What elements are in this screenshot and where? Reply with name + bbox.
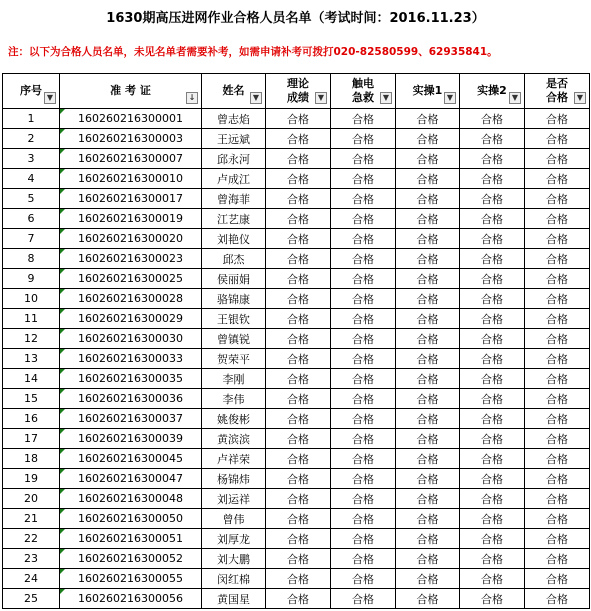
cell-theory[interactable]: 合格 (266, 549, 331, 569)
cell-no[interactable]: 6 (3, 209, 60, 229)
column-header-label: 理论 成绩 (287, 77, 309, 104)
cell-qualified[interactable]: 合格 (525, 489, 590, 509)
cell-practical2[interactable]: 合格 (460, 429, 525, 449)
cell-practical1[interactable]: 合格 (396, 469, 460, 489)
cell-practical2[interactable]: 合格 (460, 529, 525, 549)
cell-first-aid[interactable]: 合格 (331, 529, 396, 549)
cell-no[interactable]: 3 (3, 149, 60, 169)
table-row (3, 229, 590, 249)
cell-exam-id[interactable]: 160260216300048 (60, 489, 202, 509)
cell-qualified[interactable]: 合格 (525, 289, 590, 309)
cell-name[interactable]: 王银钦 (202, 309, 266, 329)
cell-name[interactable]: 姚俊彬 (202, 409, 266, 429)
cell-practical1[interactable]: 合格 (396, 369, 460, 389)
table-row (3, 329, 590, 349)
cell-practical1[interactable]: 合格 (396, 249, 460, 269)
column-header-no (3, 74, 60, 109)
cell-exam-id[interactable]: 160260216300037 (60, 409, 202, 429)
table-row (3, 269, 590, 289)
cell-first-aid[interactable]: 合格 (331, 569, 396, 589)
table-row (3, 409, 590, 429)
cell-qualified[interactable]: 合格 (525, 349, 590, 369)
cell-practical1[interactable]: 合格 (396, 149, 460, 169)
cell-exam-id[interactable]: 160260216300007 (60, 149, 202, 169)
table-row (3, 209, 590, 229)
cell-theory[interactable]: 合格 (266, 109, 331, 129)
cell-practical1[interactable]: 合格 (396, 549, 460, 569)
cell-practical2[interactable]: 合格 (460, 229, 525, 249)
cell-practical1[interactable]: 合格 (396, 169, 460, 189)
cell-first-aid[interactable]: 合格 (331, 349, 396, 369)
column-header-name (202, 74, 266, 109)
results-table (2, 73, 590, 609)
cell-qualified[interactable]: 合格 (525, 409, 590, 429)
cell-no[interactable]: 9 (3, 269, 60, 289)
table-row (3, 509, 590, 529)
cell-theory[interactable]: 合格 (266, 269, 331, 289)
cell-practical2[interactable]: 合格 (460, 249, 525, 269)
cell-theory[interactable]: 合格 (266, 369, 331, 389)
table-row (3, 189, 590, 209)
dropdown-arrow-icon[interactable]: ▼ (380, 92, 392, 104)
cell-practical1[interactable]: 合格 (396, 529, 460, 549)
cell-qualified[interactable]: 合格 (525, 229, 590, 249)
cell-first-aid[interactable]: 合格 (331, 369, 396, 389)
cell-name[interactable]: 卢成江 (202, 169, 266, 189)
cell-name[interactable]: 曾伟 (202, 509, 266, 529)
cell-name[interactable]: 曾志焰 (202, 109, 266, 129)
cell-practical2[interactable]: 合格 (460, 289, 525, 309)
cell-name[interactable]: 王远斌 (202, 129, 266, 149)
cell-name[interactable]: 李刚 (202, 369, 266, 389)
column-header-exam-id (60, 74, 202, 109)
cell-no[interactable]: 18 (3, 449, 60, 469)
cell-no[interactable]: 24 (3, 569, 60, 589)
cell-practical2[interactable]: 合格 (460, 149, 525, 169)
cell-practical2[interactable]: 合格 (460, 469, 525, 489)
cell-name[interactable]: 黄国星 (202, 589, 266, 609)
column-header-label: 序号 (20, 84, 42, 97)
cell-practical1[interactable]: 合格 (396, 329, 460, 349)
dropdown-arrow-icon[interactable]: ▼ (250, 92, 262, 104)
cell-first-aid[interactable]: 合格 (331, 429, 396, 449)
cell-first-aid[interactable]: 合格 (331, 129, 396, 149)
cell-practical1[interactable]: 合格 (396, 289, 460, 309)
cell-no[interactable]: 5 (3, 189, 60, 209)
cell-qualified[interactable]: 合格 (525, 249, 590, 269)
cell-practical1[interactable]: 合格 (396, 409, 460, 429)
cell-theory[interactable]: 合格 (266, 229, 331, 249)
cell-exam-id[interactable]: 160260216300033 (60, 349, 202, 369)
cell-exam-id[interactable]: 160260216300051 (60, 529, 202, 549)
cell-exam-id[interactable]: 160260216300035 (60, 369, 202, 389)
cell-qualified[interactable]: 合格 (525, 329, 590, 349)
column-header-label: 触电 急救 (352, 77, 374, 104)
cell-exam-id[interactable]: 160260216300029 (60, 309, 202, 329)
cell-first-aid[interactable]: 合格 (331, 449, 396, 469)
cell-qualified[interactable]: 合格 (525, 569, 590, 589)
cell-theory[interactable]: 合格 (266, 449, 331, 469)
cell-exam-id[interactable]: 160260216300055 (60, 569, 202, 589)
table-row (3, 589, 590, 609)
cell-name[interactable]: 邱杰 (202, 249, 266, 269)
cell-theory[interactable]: 合格 (266, 409, 331, 429)
cell-qualified[interactable]: 合格 (525, 169, 590, 189)
dropdown-arrow-icon[interactable]: ▼ (574, 92, 586, 104)
cell-name[interactable]: 邱永河 (202, 149, 266, 169)
cell-qualified[interactable]: 合格 (525, 209, 590, 229)
dropdown-arrow-icon[interactable]: ▼ (509, 92, 521, 104)
cell-name[interactable]: 江艺康 (202, 209, 266, 229)
cell-no[interactable]: 16 (3, 409, 60, 429)
cell-practical1[interactable]: 合格 (396, 509, 460, 529)
cell-practical2[interactable]: 合格 (460, 329, 525, 349)
cell-theory[interactable]: 合格 (266, 569, 331, 589)
cell-practical2[interactable]: 合格 (460, 509, 525, 529)
table-row (3, 489, 590, 509)
cell-first-aid[interactable]: 合格 (331, 509, 396, 529)
cell-exam-id[interactable]: 160260216300003 (60, 129, 202, 149)
cell-first-aid[interactable]: 合格 (331, 149, 396, 169)
table-row (3, 569, 590, 589)
cell-no[interactable]: 7 (3, 229, 60, 249)
cell-theory[interactable]: 合格 (266, 529, 331, 549)
cell-theory[interactable]: 合格 (266, 429, 331, 449)
cell-theory[interactable]: 合格 (266, 189, 331, 209)
cell-name[interactable]: 李伟 (202, 389, 266, 409)
cell-first-aid[interactable]: 合格 (331, 229, 396, 249)
column-header-label: 姓名 (222, 84, 245, 97)
filter-sort-icon[interactable]: ↓ (186, 92, 198, 104)
cell-qualified[interactable]: 合格 (525, 389, 590, 409)
cell-no[interactable]: 1 (3, 109, 60, 129)
cell-theory[interactable]: 合格 (266, 149, 331, 169)
cell-theory[interactable]: 合格 (266, 389, 331, 409)
cell-first-aid[interactable]: 合格 (331, 249, 396, 269)
cell-theory[interactable]: 合格 (266, 249, 331, 269)
cell-exam-id[interactable]: 160260216300036 (60, 389, 202, 409)
cell-exam-id[interactable]: 160260216300017 (60, 189, 202, 209)
cell-first-aid[interactable]: 合格 (331, 389, 396, 409)
cell-practical1[interactable]: 合格 (396, 389, 460, 409)
cell-name[interactable]: 刘艳仪 (202, 229, 266, 249)
cell-practical2[interactable]: 合格 (460, 449, 525, 469)
cell-first-aid[interactable]: 合格 (331, 289, 396, 309)
cell-qualified[interactable]: 合格 (525, 549, 590, 569)
cell-theory[interactable]: 合格 (266, 469, 331, 489)
cell-name[interactable]: 黄滨滨 (202, 429, 266, 449)
cell-theory[interactable]: 合格 (266, 349, 331, 369)
cell-theory[interactable]: 合格 (266, 489, 331, 509)
table-row (3, 429, 590, 449)
cell-name[interactable]: 刘厚龙 (202, 529, 266, 549)
dropdown-arrow-icon[interactable]: ▼ (444, 92, 456, 104)
cell-exam-id[interactable]: 160260216300019 (60, 209, 202, 229)
cell-qualified[interactable]: 合格 (525, 309, 590, 329)
cell-name[interactable]: 闵红棉 (202, 569, 266, 589)
cell-first-aid[interactable]: 合格 (331, 269, 396, 289)
table-row (3, 349, 590, 369)
cell-exam-id[interactable]: 160260216300020 (60, 229, 202, 249)
cell-no[interactable]: 23 (3, 549, 60, 569)
cell-qualified[interactable]: 合格 (525, 109, 590, 129)
cell-exam-id[interactable]: 160260216300047 (60, 469, 202, 489)
cell-qualified[interactable]: 合格 (525, 589, 590, 609)
table-row (3, 449, 590, 469)
cell-first-aid[interactable]: 合格 (331, 189, 396, 209)
dropdown-arrow-icon[interactable]: ▼ (315, 92, 327, 104)
cell-name[interactable]: 刘运祥 (202, 489, 266, 509)
cell-no[interactable]: 15 (3, 389, 60, 409)
table-row (3, 289, 590, 309)
cell-qualified[interactable]: 合格 (525, 509, 590, 529)
cell-name[interactable]: 曾海菲 (202, 189, 266, 209)
table-body (3, 109, 590, 609)
cell-no[interactable]: 10 (3, 289, 60, 309)
cell-first-aid[interactable]: 合格 (331, 549, 396, 569)
cell-name[interactable]: 卢祥荣 (202, 449, 266, 469)
cell-practical1[interactable]: 合格 (396, 589, 460, 609)
cell-name[interactable]: 侯丽娟 (202, 269, 266, 289)
cell-practical2[interactable]: 合格 (460, 389, 525, 409)
cell-no[interactable]: 2 (3, 129, 60, 149)
column-header-practical2 (460, 74, 525, 109)
cell-theory[interactable]: 合格 (266, 589, 331, 609)
cell-qualified[interactable]: 合格 (525, 149, 590, 169)
table-row (3, 149, 590, 169)
cell-practical1[interactable]: 合格 (396, 209, 460, 229)
cell-exam-id[interactable]: 160260216300050 (60, 509, 202, 529)
cell-theory[interactable]: 合格 (266, 509, 331, 529)
cell-no[interactable]: 13 (3, 349, 60, 369)
cell-name[interactable]: 骆锦康 (202, 289, 266, 309)
cell-qualified[interactable]: 合格 (525, 469, 590, 489)
cell-name[interactable]: 曾镇锐 (202, 329, 266, 349)
column-header-practical1 (396, 74, 460, 109)
cell-practical1[interactable]: 合格 (396, 129, 460, 149)
cell-practical2[interactable]: 合格 (460, 309, 525, 329)
cell-no[interactable]: 20 (3, 489, 60, 509)
cell-theory[interactable]: 合格 (266, 129, 331, 149)
cell-no[interactable]: 4 (3, 169, 60, 189)
cell-qualified[interactable]: 合格 (525, 449, 590, 469)
notice-text: 注：以下为合格人员名单，未见名单者需要补考，如需申请补考可拨打020-82580599、62935841。 (8, 45, 498, 58)
cell-practical2[interactable]: 合格 (460, 409, 525, 429)
cell-exam-id[interactable]: 160260216300025 (60, 269, 202, 289)
cell-first-aid[interactable]: 合格 (331, 329, 396, 349)
cell-exam-id[interactable]: 160260216300010 (60, 169, 202, 189)
cell-practical2[interactable]: 合格 (460, 109, 525, 129)
cell-no[interactable]: 25 (3, 589, 60, 609)
column-header-label: 是否 合格 (546, 77, 568, 104)
cell-first-aid[interactable]: 合格 (331, 109, 396, 129)
table-row (3, 249, 590, 269)
cell-practical2[interactable]: 合格 (460, 549, 525, 569)
cell-first-aid[interactable]: 合格 (331, 469, 396, 489)
cell-exam-id[interactable]: 160260216300028 (60, 289, 202, 309)
cell-first-aid[interactable]: 合格 (331, 209, 396, 229)
table-row (3, 549, 590, 569)
table-row (3, 109, 590, 129)
cell-practical1[interactable]: 合格 (396, 429, 460, 449)
cell-practical2[interactable]: 合格 (460, 589, 525, 609)
cell-practical1[interactable]: 合格 (396, 449, 460, 469)
cell-name[interactable]: 刘大鹏 (202, 549, 266, 569)
cell-practical1[interactable]: 合格 (396, 489, 460, 509)
cell-qualified[interactable]: 合格 (525, 529, 590, 549)
cell-qualified[interactable]: 合格 (525, 189, 590, 209)
cell-qualified[interactable]: 合格 (525, 369, 590, 389)
cell-practical2[interactable]: 合格 (460, 269, 525, 289)
cell-no[interactable]: 12 (3, 329, 60, 349)
column-header-qualified (525, 74, 590, 109)
cell-exam-id[interactable]: 160260216300052 (60, 549, 202, 569)
cell-theory[interactable]: 合格 (266, 289, 331, 309)
cell-name[interactable]: 贺荣平 (202, 349, 266, 369)
cell-practical2[interactable]: 合格 (460, 209, 525, 229)
cell-no[interactable]: 17 (3, 429, 60, 449)
cell-first-aid[interactable]: 合格 (331, 409, 396, 429)
cell-practical1[interactable]: 合格 (396, 189, 460, 209)
cell-practical1[interactable]: 合格 (396, 569, 460, 589)
header-row (3, 74, 590, 109)
cell-exam-id[interactable]: 160260216300045 (60, 449, 202, 469)
table-row (3, 469, 590, 489)
cell-qualified[interactable]: 合格 (525, 429, 590, 449)
table-row (3, 389, 590, 409)
cell-practical1[interactable]: 合格 (396, 109, 460, 129)
cell-practical2[interactable]: 合格 (460, 189, 525, 209)
column-header-label: 实操2 (477, 84, 507, 97)
table-row (3, 169, 590, 189)
cell-practical1[interactable]: 合格 (396, 349, 460, 369)
cell-no[interactable]: 19 (3, 469, 60, 489)
table-row (3, 129, 590, 149)
table-row (3, 529, 590, 549)
cell-exam-id[interactable]: 160260216300001 (60, 109, 202, 129)
cell-practical2[interactable]: 合格 (460, 169, 525, 189)
cell-practical1[interactable]: 合格 (396, 309, 460, 329)
column-header-label: 准 考 证 (110, 84, 151, 97)
cell-practical2[interactable]: 合格 (460, 369, 525, 389)
cell-practical2[interactable]: 合格 (460, 489, 525, 509)
cell-no[interactable]: 11 (3, 309, 60, 329)
cell-first-aid[interactable]: 合格 (331, 309, 396, 329)
cell-practical2[interactable]: 合格 (460, 569, 525, 589)
cell-practical2[interactable]: 合格 (460, 349, 525, 369)
table-row (3, 309, 590, 329)
cell-practical1[interactable]: 合格 (396, 229, 460, 249)
cell-qualified[interactable]: 合格 (525, 129, 590, 149)
cell-no[interactable]: 22 (3, 529, 60, 549)
cell-qualified[interactable]: 合格 (525, 269, 590, 289)
cell-exam-id[interactable]: 160260216300030 (60, 329, 202, 349)
cell-first-aid[interactable]: 合格 (331, 489, 396, 509)
cell-theory[interactable]: 合格 (266, 309, 331, 329)
cell-exam-id[interactable]: 160260216300056 (60, 589, 202, 609)
column-header-theory (266, 74, 331, 109)
column-header-label: 实操1 (412, 84, 443, 97)
cell-first-aid[interactable]: 合格 (331, 589, 396, 609)
cell-exam-id[interactable]: 160260216300023 (60, 249, 202, 269)
cell-no[interactable]: 21 (3, 509, 60, 529)
cell-practical2[interactable]: 合格 (460, 129, 525, 149)
column-header-first-aid (331, 74, 396, 109)
page-title: 1630期高压进网作业合格人员名单（考试时间：2016.11.23） (106, 10, 485, 26)
cell-theory[interactable]: 合格 (266, 329, 331, 349)
cell-no[interactable]: 8 (3, 249, 60, 269)
cell-exam-id[interactable]: 160260216300039 (60, 429, 202, 449)
dropdown-arrow-icon[interactable]: ▼ (44, 92, 56, 104)
cell-theory[interactable]: 合格 (266, 169, 331, 189)
cell-theory[interactable]: 合格 (266, 209, 331, 229)
cell-practical1[interactable]: 合格 (396, 269, 460, 289)
cell-name[interactable]: 杨锦炜 (202, 469, 266, 489)
cell-first-aid[interactable]: 合格 (331, 169, 396, 189)
cell-no[interactable]: 14 (3, 369, 60, 389)
table-row (3, 369, 590, 389)
